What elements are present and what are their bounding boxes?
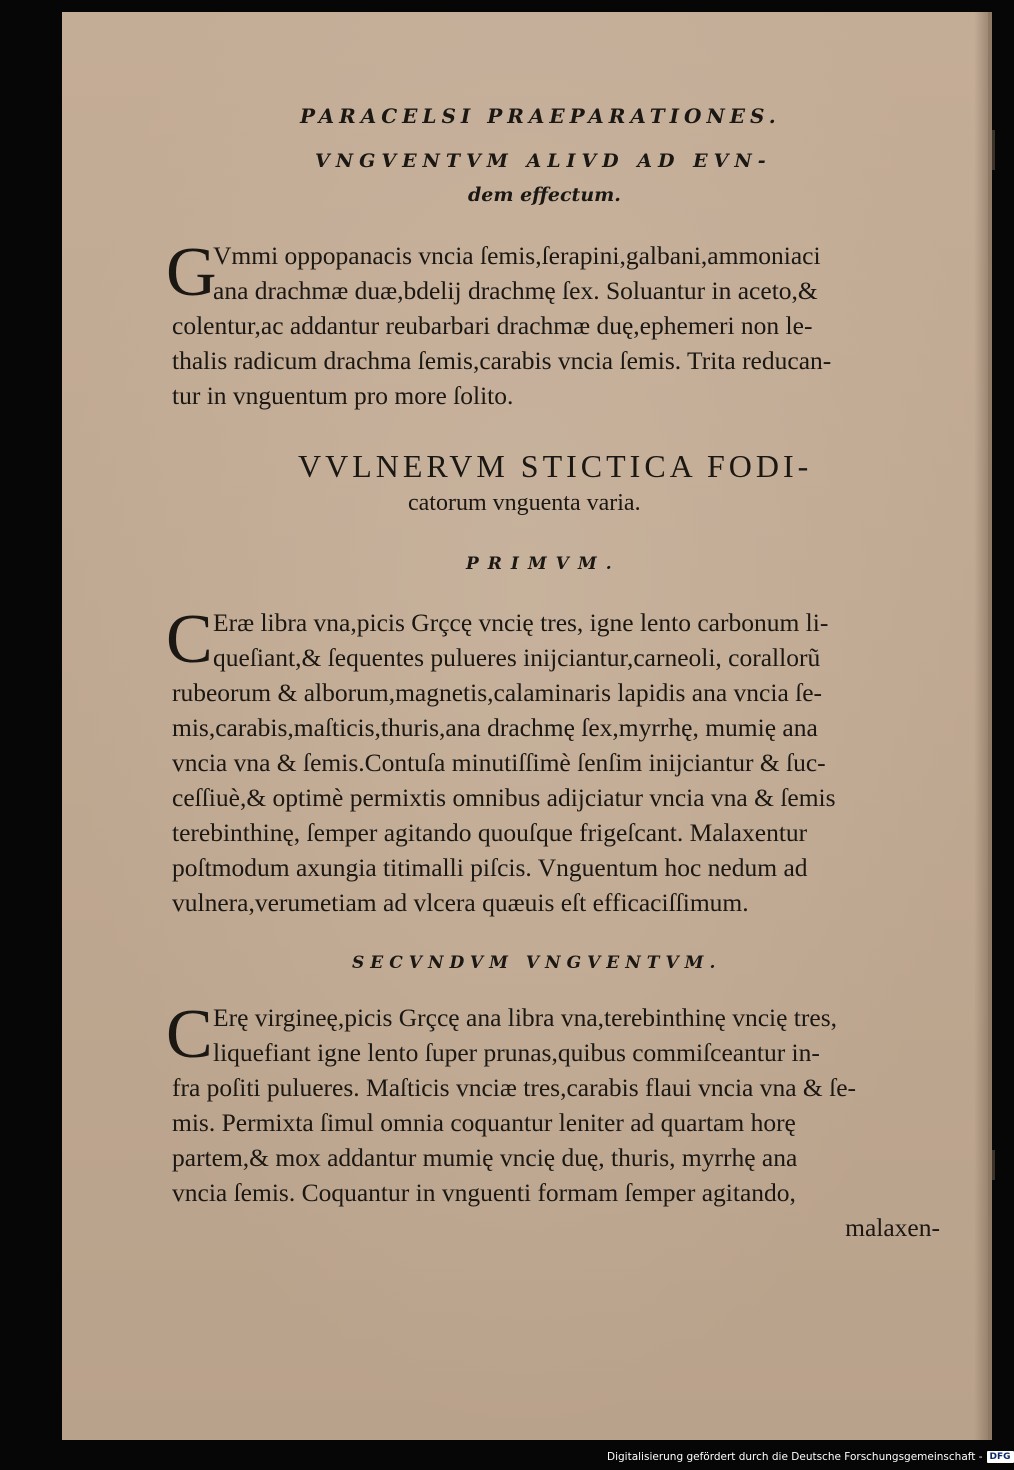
drop-cap: C <box>166 601 213 678</box>
text-line: partem,& mox addantur mumię vncię duę, thuris, myrrhę ana <box>172 1143 798 1172</box>
text-line: liquefiant igne lento ſuper prunas,quibus commiſceantur in- <box>213 1038 820 1067</box>
text-line: poſtmodum axungia titimalli piſcis. Vnguentum hoc nedum ad <box>172 853 808 882</box>
text-line: vncia ſemis. Coquantur in vnguenti formam ſemper agitando, <box>172 1178 796 1207</box>
drop-cap: C <box>166 996 213 1073</box>
text-line: terebinthinę, ſemper agitando quouſque frigeſcant. Malaxentur <box>172 818 808 847</box>
text-line: thalis radicum drachma ſemis,carabis vncia ſemis. Trita reducan- <box>172 346 832 375</box>
funding-text: Digitalisierung gefördert durch die Deutsche Forschungsgemeinschaft - <box>607 1451 983 1463</box>
text-line: Eræ libra vna,picis Grçcę vncię tres, igne lento carbonum li- <box>213 608 829 637</box>
section2-subhead: PRIMVM. <box>466 554 621 574</box>
page-edge-shadow <box>974 12 988 1440</box>
catchword: malaxen- <box>845 1213 940 1242</box>
funding-footer <box>607 1448 1014 1466</box>
text-line: fra poſiti pulueres. Maſticis vnciæ tres,carabis flaui vncia vna & ſe- <box>172 1073 857 1102</box>
text-line: ceſſiuè,& optimè permixtis omnibus adijciatur vncia vna & ſemis <box>172 783 836 812</box>
drop-cap: G <box>166 234 217 311</box>
text-line: rubeorum & alborum,magnetis,calaminaris lapidis ana vncia ſe- <box>172 678 823 707</box>
page-edge-mark <box>992 1150 995 1180</box>
text-line: Vmmi oppopanacis vncia ſemis,ſerapini,galbani,ammoniaci <box>213 241 821 270</box>
section1-paragraph <box>166 234 952 413</box>
text-line: vulnera,verumetiam ad vlcera quæuis eſt efficaciſſimum. <box>172 888 749 917</box>
text-line: mis. Permixta ſimul omnia coquantur leniter ad quartam horę <box>172 1108 796 1137</box>
text-line: ana drachmæ duæ,bdelij drachmę ſex. Soluantur in aceto,& <box>213 276 818 305</box>
section3-subhead: SECVNDVM VNGVENTVM. <box>352 953 722 973</box>
text-line: queſiant,& ſequentes pulueres inijciantur,carneoli, corallorũ <box>213 643 821 672</box>
section1-title-line1: VNGVENTVM ALIVD AD EVN- <box>315 150 772 172</box>
page-edge-mark <box>992 130 995 170</box>
text-line: colentur,ac addantur reubarbari drachmæ duę,ephemeri non le- <box>172 311 813 340</box>
text-line: Erę virgineę,picis Grçcę ana libra vna,terebinthinę vncię tres, <box>213 1003 838 1032</box>
section3-paragraph <box>166 996 952 1245</box>
section2-title-line2: catorum vnguenta varia. <box>408 490 641 516</box>
text-line: mis,carabis,maſticis,thuris,ana drachmę ſex,myrrhę, mumię ana <box>172 713 818 742</box>
text-line: vncia vna & ſemis.Contuſa minutiſſimè ſenſim inijciantur & ſuc- <box>172 748 826 777</box>
running-head: PARACELSI PRAEPARATIONES. <box>300 104 781 128</box>
text-line: tur in vnguentum pro more ſolito. <box>172 381 514 410</box>
section1-title-line2: dem effectum. <box>468 184 621 206</box>
section2-paragraph <box>166 601 952 920</box>
section2-title-line1: VVLNERVM STICTICA FODI- <box>298 448 813 484</box>
dfg-logo: DFG <box>987 1451 1014 1463</box>
